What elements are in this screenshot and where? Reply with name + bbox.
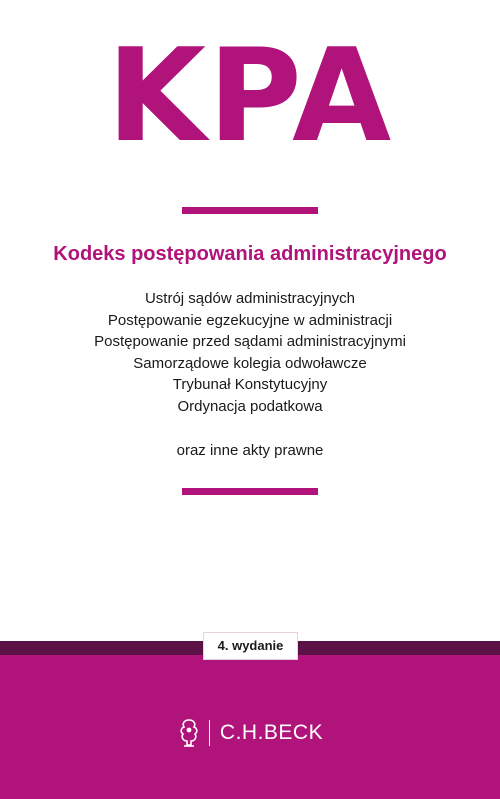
cover-subtitle: Kodeks postępowania administracyjnego [53,243,447,265]
title-divider [182,207,318,214]
bottom-divider [182,488,318,495]
publisher-logo-icon [177,718,201,748]
contents-item: Postępowanie egzekucyjne w administracji [107,311,393,329]
contents-item: Trybunał Konstytucyjny [172,376,328,393]
edition-badge: 4. wydanie [203,632,298,660]
publisher-name: C.H.BECK [219,721,324,744]
contents-item: Ordynacja podatkowa [177,397,323,415]
publisher-divider [209,720,210,746]
contents-item: Ustrój sądów administracyjnych [144,290,356,307]
additional-acts-note: oraz inne akty prawne [176,442,324,459]
contents-item: Samorządowe kolegia odwoławcze [133,354,367,372]
contents-item: Postępowanie przed sądami administracyjnymi [94,333,406,350]
publisher-mark [0,716,500,750]
contents-list [0,288,500,417]
cover-title: KPA [106,22,394,171]
